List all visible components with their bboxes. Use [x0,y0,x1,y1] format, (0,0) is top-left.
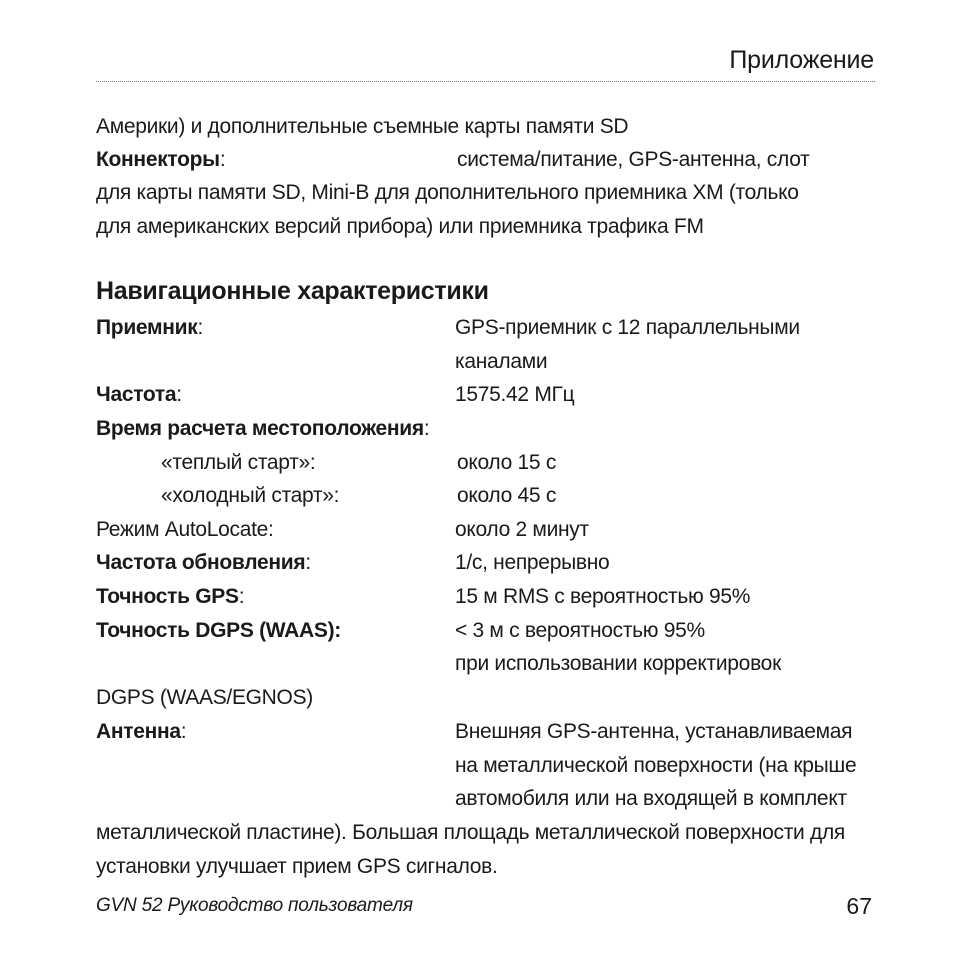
gps-accuracy-value: 15 м RMS с вероятностью 95% [455,585,751,608]
dgps-accuracy-label [96,619,341,643]
page-number: 67 [846,893,872,919]
connectors-value: система/питание, GPS-антенна, слот [457,148,810,171]
colon: : [305,551,311,574]
gps-accuracy-label-text: Точность GPS [96,585,239,608]
acquisition-label [96,417,429,441]
receiver-label-text: Приемник [96,316,198,339]
colon: : [197,316,204,339]
dgps-accuracy-label-text: Точность DGPS (WAAS): [96,619,341,642]
receiver-value: GPS-приемник с 12 параллельными [455,316,800,339]
autolocate-label: Режим AutoLocate: [96,518,274,541]
footer-manual-title: GVN 52 Руководство пользователя [96,895,413,916]
header-divider [96,81,875,82]
update-rate-label-text: Частота обновления [96,551,306,574]
frequency-label-text: Частота [96,383,177,406]
connectors-label [96,148,225,172]
colon: : [423,417,430,440]
cold-start-value: около 45 с [457,484,557,507]
receiver-label [96,316,203,340]
antenna-label [96,720,186,744]
antenna-value: Внешняя GPS-антенна, устанавливаемая [455,720,853,743]
colon: : [219,148,226,171]
acquisition-label-text: Время расчета местоположения [96,417,424,440]
text-line: Америки) и дополнительные съемные карты памяти SD [96,115,629,138]
cold-start-label: «холодный старт»: [161,484,340,507]
text-line: для карты памяти SD, Mini-B для дополнительного приемника XM (только [96,181,799,204]
antenna-value-cont: на металлической поверхности (на крыше [455,754,857,777]
section-title: Навигационные характеристики [96,277,489,305]
antenna-value-cont: автомобиля или на входящей в комплект [455,787,847,810]
update-rate-label [96,551,311,575]
text-line: для американских версий прибора) или приемника трафика FM [96,215,704,238]
dgps-accuracy-value-cont: DGPS (WAAS/EGNOS) [96,686,313,709]
colon: : [176,383,182,406]
update-rate-value: 1/с, непрерывно [455,551,610,574]
connectors-label-text: Коннекторы [96,148,220,171]
warm-start-value: около 15 с [457,451,557,474]
antenna-label-text: Антенна [96,720,181,743]
section-header: Приложение [729,46,874,74]
frequency-value: 1575.42 МГц [455,383,575,406]
warm-start-label: «теплый старт»: [161,451,316,474]
dgps-accuracy-value: < 3 м с вероятностью 95% [455,619,705,642]
colon: : [180,720,187,743]
antenna-value-cont: металлической пластине). Большая площадь металлической поверхности для [96,821,845,844]
dgps-accuracy-value-cont: при использовании корректировок [455,652,781,675]
frequency-label [96,383,182,407]
receiver-value-cont: каналами [455,350,548,373]
autolocate-value: около 2 минут [455,518,589,541]
gps-accuracy-label [96,585,244,609]
antenna-value-cont: установки улучшает прием GPS сигналов. [96,855,498,878]
colon: : [238,585,245,608]
